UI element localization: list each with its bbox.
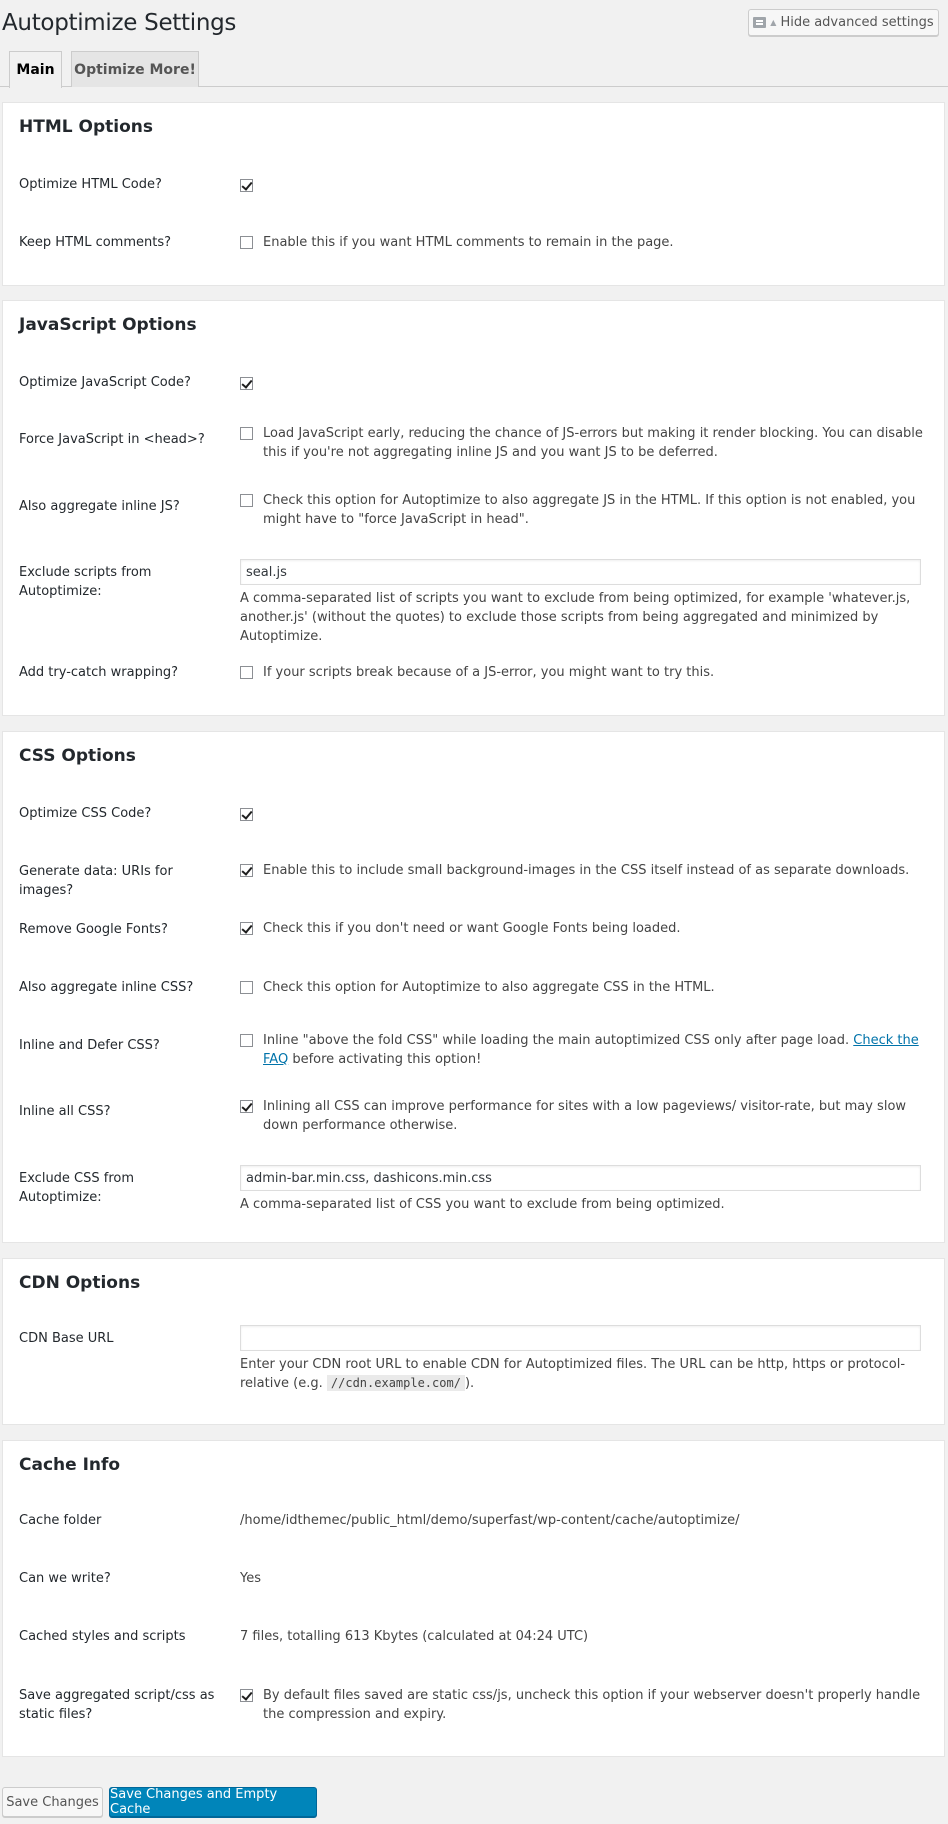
optimize-css-checkbox[interactable] (240, 808, 253, 821)
can-write-label: Can we write? (19, 1571, 111, 1586)
aggregate-inline-js-desc: Check this option for Autoptimize to also aggregate JS in the HTML. If this option is not enabled, you might have to "force JavaScript in head". (263, 493, 916, 527)
tab-main[interactable]: Main (9, 51, 62, 88)
can-write-value: Yes (240, 1571, 261, 1586)
data-uris-label: Generate data: URIs for images? (19, 864, 173, 898)
keep-html-comments-desc: Enable this if you want HTML comments to remain in the page. (263, 235, 674, 250)
static-files-checkbox[interactable] (240, 1689, 253, 1702)
inline-defer-css-label: Inline and Defer CSS? (19, 1038, 160, 1053)
exclude-scripts-input[interactable] (240, 559, 921, 585)
cached-files-label: Cached styles and scripts (19, 1629, 186, 1644)
panel-title: JavaScript Options (19, 315, 197, 335)
try-catch-checkbox[interactable] (240, 666, 253, 679)
try-catch-label: Add try-catch wrapping? (19, 665, 179, 680)
cdn-base-url-help (240, 1355, 930, 1393)
exclude-css-input[interactable] (240, 1165, 921, 1191)
javascript-options-panel (2, 300, 945, 716)
cdn-options-panel (2, 1258, 945, 1425)
data-uris-desc: Enable this to include small background-images in the CSS itself instead of as separate downloads. (263, 863, 910, 878)
remove-google-fonts-checkbox[interactable] (240, 922, 253, 935)
inline-defer-css-checkbox[interactable] (240, 1034, 253, 1047)
cdn-example-code: //cdn.example.com/ (327, 1375, 465, 1391)
panel-title: HTML Options (19, 117, 153, 137)
force-js-head-desc: Load JavaScript early, reducing the chance of JS-errors but making it render blocking. You can disable this if you're not aggregating inline JS and you want JS to be deferred. (263, 426, 923, 460)
keep-html-comments-checkbox[interactable] (240, 236, 253, 249)
save-changes-button[interactable]: Save Changes (2, 1787, 103, 1817)
check-faq-link[interactable]: Check the FAQ (263, 1033, 919, 1067)
optimize-html-label: Optimize HTML Code? (19, 177, 162, 192)
inline-defer-css-desc (263, 1031, 923, 1069)
inline-all-css-desc: Inlining all CSS can improve performance for sites with a low pageviews/ visitor-rate, but may slow down performance otherwise. (263, 1099, 907, 1133)
hide-advanced-settings-label: Hide advanced settings (780, 15, 934, 30)
inline-defer-css-text: Inline "above the fold CSS" while loading the main autoptimized CSS only after page load. (263, 1033, 850, 1048)
hide-advanced-settings-button[interactable] (748, 9, 939, 36)
panel-title: Cache Info (19, 1455, 121, 1475)
optimize-js-checkbox[interactable] (240, 377, 253, 390)
remove-google-fonts-label: Remove Google Fonts? (19, 922, 168, 937)
exclude-css-help: A comma-separated list of CSS you want to exclude from being optimized. (240, 1197, 725, 1212)
triangle-up-icon: ▲ (770, 18, 777, 27)
save-and-empty-cache-button[interactable]: Save Changes and Empty Cache (109, 1787, 317, 1817)
inline-all-css-label: Inline all CSS? (19, 1104, 111, 1119)
panel-title: CSS Options (19, 746, 136, 766)
cache-folder-label: Cache folder (19, 1513, 102, 1528)
exclude-css-label: Exclude CSS from Autoptimize: (19, 1171, 135, 1205)
tab-optimize-more[interactable]: Optimize More! (71, 51, 199, 87)
static-files-desc: By default files saved are static css/js, uncheck this option if your webserver doesn't properly handle the compression and expiry. (263, 1688, 921, 1722)
inline-defer-css-text-after: before activating this option! (292, 1052, 482, 1067)
aggregate-inline-css-label: Also aggregate inline CSS? (19, 980, 194, 995)
force-js-head-label: Force JavaScript in <head>? (19, 432, 205, 447)
cdn-base-url-label: CDN Base URL (19, 1331, 114, 1346)
keep-html-comments-label: Keep HTML comments? (19, 235, 172, 250)
aggregate-inline-css-checkbox[interactable] (240, 981, 253, 994)
optimize-js-label: Optimize JavaScript Code? (19, 375, 191, 390)
cdn-help-text: Enter your CDN root URL to enable CDN for Autoptimized files. The URL can be http, https or protocol-relative (e.g. (240, 1357, 906, 1391)
optimize-css-label: Optimize CSS Code? (19, 806, 152, 821)
cdn-help-text-after: ). (464, 1376, 475, 1391)
inline-all-css-checkbox[interactable] (240, 1100, 253, 1113)
aggregate-inline-js-label: Also aggregate inline JS? (19, 499, 180, 514)
exclude-scripts-label: Exclude scripts from Autoptimize: (19, 565, 152, 599)
data-uris-checkbox[interactable] (240, 864, 253, 877)
settings-toggle-icon (753, 17, 766, 28)
try-catch-desc: If your scripts break because of a JS-error, you might want to try this. (263, 665, 715, 680)
panel-title: CDN Options (19, 1273, 141, 1293)
remove-google-fonts-desc: Check this if you don't need or want Google Fonts being loaded. (263, 921, 681, 936)
tab-bar (0, 51, 948, 87)
static-files-label: Save aggregated script/css as static files? (19, 1688, 215, 1722)
exclude-scripts-help: A comma-separated list of scripts you want to exclude from being optimized, for example 'whatever.js, another.js' (without the quotes) to exclude those scripts from being aggregated and minimized by Autoptimize. (240, 591, 911, 644)
cdn-base-url-input[interactable] (240, 1325, 921, 1351)
cache-info-panel (2, 1440, 945, 1757)
force-js-head-checkbox[interactable] (240, 427, 253, 440)
page-title: Autoptimize Settings (2, 10, 237, 36)
aggregate-inline-css-desc: Check this option for Autoptimize to also aggregate CSS in the HTML. (263, 980, 715, 995)
css-options-panel (2, 731, 945, 1243)
cached-files-value: 7 files, totalling 613 Kbytes (calculated at 04:24 UTC) (240, 1629, 589, 1644)
optimize-html-checkbox[interactable] (240, 179, 253, 192)
cache-folder-value: /home/idthemec/public_html/demo/superfast/wp-content/cache/autoptimize/ (240, 1513, 740, 1528)
html-options-panel (2, 102, 945, 286)
aggregate-inline-js-checkbox[interactable] (240, 494, 253, 507)
